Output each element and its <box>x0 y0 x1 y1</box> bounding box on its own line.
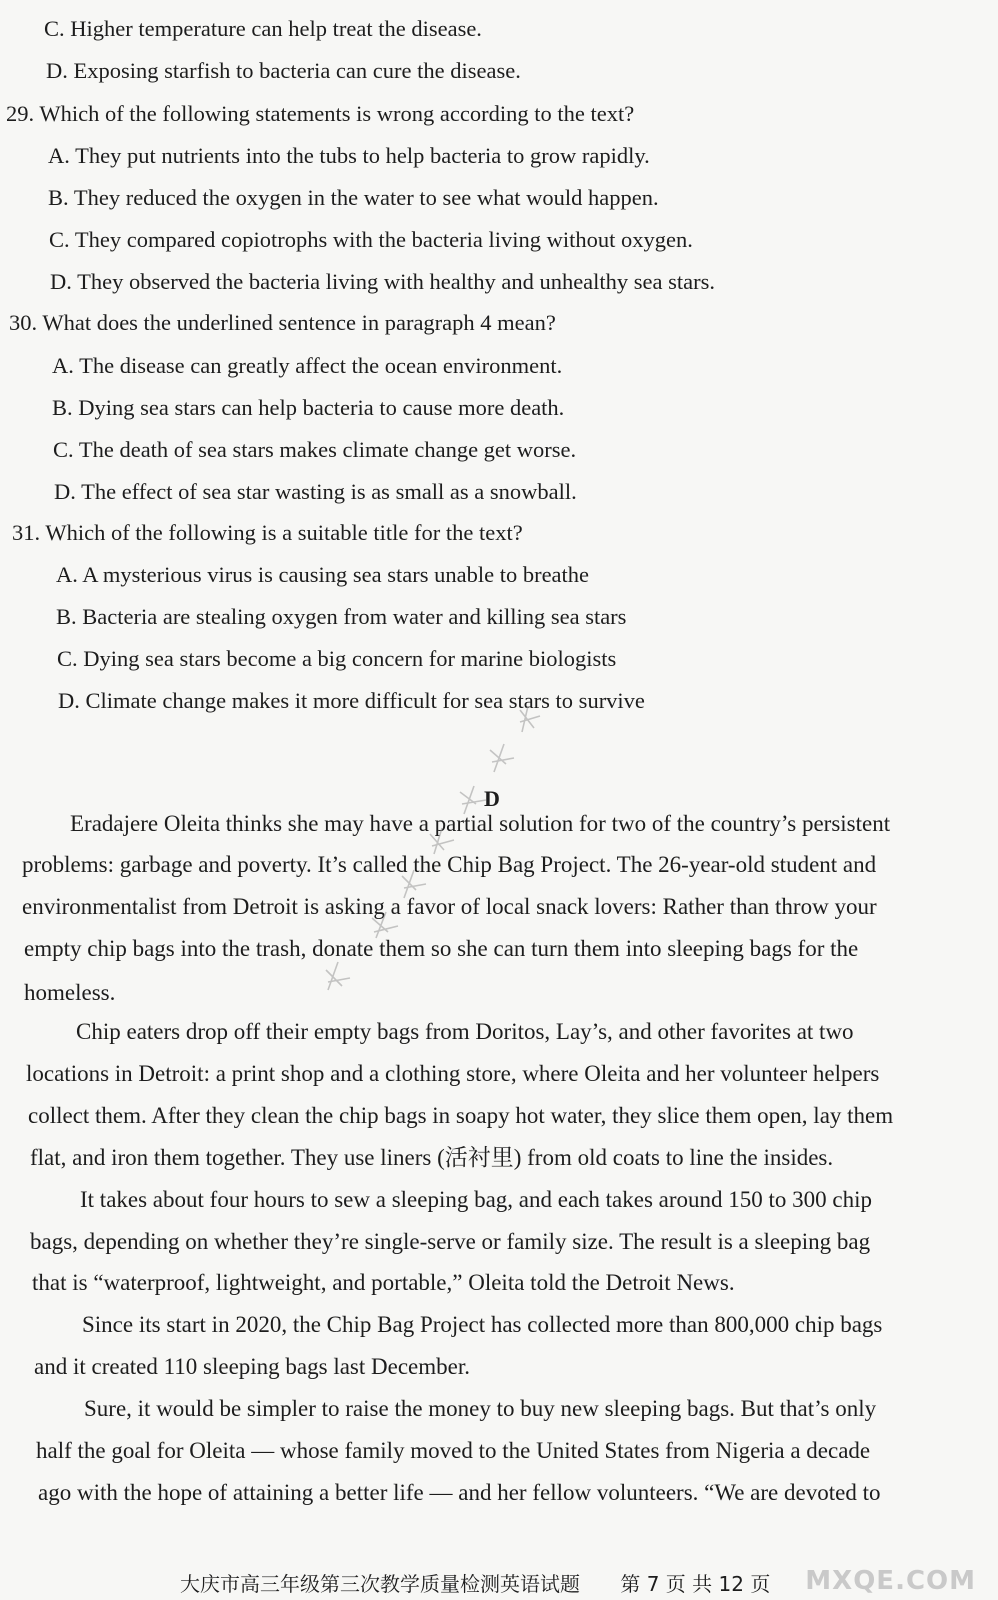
q28-option-c: C. Higher temperature can help treat the disease. <box>44 16 482 41</box>
q29-option-c: C. They compared copiotrophs with the bacteria living without oxygen. <box>49 227 693 252</box>
passage-line: ago with the hope of attaining a better life — and her fellow volunteers. “We are devoted to <box>38 1480 881 1505</box>
q29-option-a: A. They put nutrients into the tubs to help bacteria to grow rapidly. <box>48 143 650 168</box>
corner-watermark: MXQE.COM <box>805 1566 976 1596</box>
passage-line: environmentalist from Detroit is asking a favor of local snack lovers: Rather than throw your <box>22 894 877 919</box>
passage-line: bags, depending on whether they’re single-serve or family size. The result is a sleeping bag <box>30 1229 871 1254</box>
q30-option-a: A. The disease can greatly affect the ocean environment. <box>52 353 563 378</box>
q30-option-d: D. The effect of sea star wasting is as small as a snowball. <box>54 479 577 504</box>
q29-stem: 29. Which of the following statements is wrong according to the text? <box>6 101 635 126</box>
q31-option-d: D. Climate change makes it more difficult for sea stars to survive <box>58 688 645 713</box>
q30-stem: 30. What does the underlined sentence in paragraph 4 mean? <box>9 310 556 335</box>
q29-option-d: D. They observed the bacteria living with healthy and unhealthy sea stars. <box>50 269 716 294</box>
passage-line: flat, and iron them together. They use liners (活衬里) from old coats to line the insides. <box>30 1145 834 1170</box>
passage-line: and it created 110 sleeping bags last December. <box>34 1354 470 1379</box>
passage-line: that is “waterproof, lightweight, and portable,” Oleita told the Detroit News. <box>32 1270 735 1295</box>
q31-option-c: C. Dying sea stars become a big concern for marine biologists <box>57 646 617 671</box>
exam-title: 大庆市高三年级第三次教学质量检测英语试题 <box>180 1572 580 1596</box>
passage-line: Sure, it would be simpler to raise the money to buy new sleeping bags. But that’s only <box>84 1396 877 1421</box>
passage-line: Eradajere Oleita thinks she may have a partial solution for two of the country’s persistent <box>70 811 891 836</box>
passage-line: collect them. After they clean the chip bags in soapy hot water, they slice them open, lay them <box>28 1103 894 1128</box>
q29-option-b: B. They reduced the oxygen in the water to see what would happen. <box>48 185 659 210</box>
passage-line: half the goal for Oleita — whose family moved to the United States from Nigeria a decade <box>36 1438 871 1463</box>
passage-line: homeless. <box>24 980 116 1005</box>
page-number: 第 7 页 共 12 页 <box>620 1572 771 1596</box>
passage-line: problems: garbage and poverty. It’s called the Chip Bag Project. The 26-year-old student and <box>22 852 877 877</box>
passage-line: locations in Detroit: a print shop and a clothing store, where Oleita and her volunteer helpers <box>26 1061 880 1086</box>
q30-option-c: C. The death of sea stars makes climate change get worse. <box>53 437 577 462</box>
page-footer <box>180 1568 776 1597</box>
passage-line: Chip eaters drop off their empty bags from Doritos, Lay’s, and other favorites at two <box>76 1019 854 1044</box>
section-heading: D <box>484 786 500 811</box>
passage-line: It takes about four hours to sew a sleeping bag, and each takes around 150 to 300 chip <box>80 1187 873 1212</box>
q31-option-a: A. A mysterious virus is causing sea stars unable to breathe <box>56 562 590 587</box>
q30-option-b: B. Dying sea stars can help bacteria to cause more death. <box>52 395 565 420</box>
q31-stem: 31. Which of the following is a suitable title for the text? <box>12 520 523 545</box>
passage-line: empty chip bags into the trash, donate them so she can turn them into sleeping bags for the <box>24 936 859 961</box>
q28-option-d: D. Exposing starfish to bacteria can cure the disease. <box>46 58 521 83</box>
q31-option-b: B. Bacteria are stealing oxygen from water and killing sea stars <box>56 604 627 629</box>
passage-line: Since its start in 2020, the Chip Bag Project has collected more than 800,000 chip bags <box>82 1312 883 1337</box>
